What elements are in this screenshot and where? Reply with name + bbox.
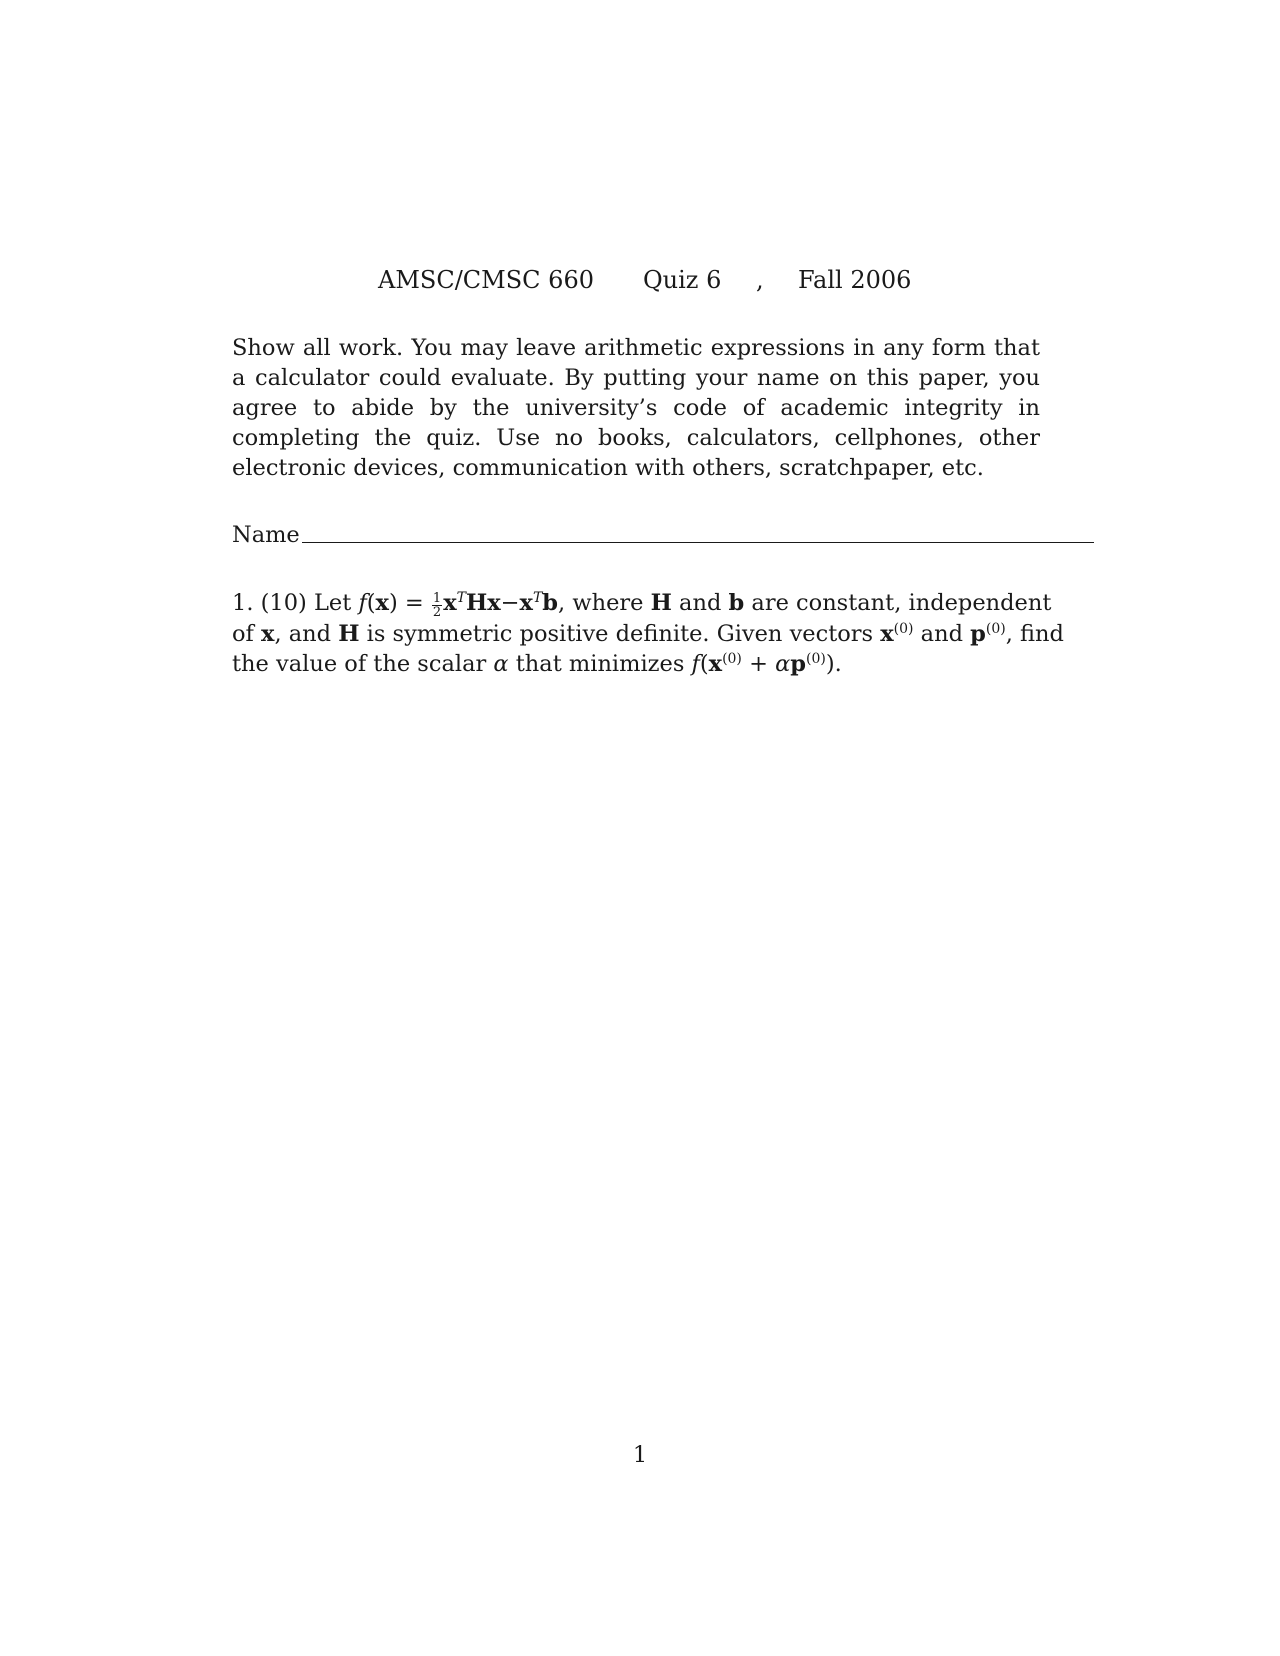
problem-1-line-1: 1. (10) Let f(x) = $\frac{1}{2}$ $x^THx-x^Tb$, where H and b are constant, independent bbox=[232, 590, 1052, 620]
problem-text: the value of the scalar bbox=[232, 651, 487, 677]
name-blank-line[interactable] bbox=[302, 542, 1094, 543]
math-transpose: T bbox=[532, 590, 543, 606]
page-number: 1 bbox=[632, 1442, 648, 1468]
problem-1-line-2 bbox=[232, 619, 1064, 649]
math-p: p bbox=[970, 621, 986, 647]
math-f: f bbox=[358, 590, 367, 616]
term-label: Fall 2006 bbox=[798, 266, 912, 294]
header-separator: , bbox=[756, 266, 764, 294]
math-equals: = bbox=[404, 590, 424, 616]
math-f: f bbox=[691, 651, 700, 677]
problem-text: ). bbox=[825, 651, 842, 677]
math-b: b bbox=[542, 590, 559, 616]
problem-points: (10) bbox=[260, 590, 307, 616]
math-fraction-half bbox=[432, 592, 442, 619]
problem-text: and bbox=[679, 590, 722, 616]
math-x: x bbox=[443, 590, 457, 616]
problem-1 bbox=[232, 588, 1064, 679]
problem-number: 1. bbox=[232, 590, 254, 616]
math-x: x bbox=[880, 621, 894, 647]
problem-text: is symmetric positive definite. Given vectors bbox=[366, 621, 874, 647]
math-superscript-0: (0) bbox=[893, 621, 914, 637]
math-H: H bbox=[465, 590, 488, 616]
instructions-paragraph: Show all work. You may leave arithmetic expressions in any form that a calculator could evaluate. By putting your name on this paper, you agree to abide by the university’s code of academic integrity in completing the quiz. Use no books, calculators, cellphones, other electronic devices, communication with others, scratchpaper, etc. bbox=[232, 335, 1040, 481]
math-alpha: α bbox=[775, 651, 791, 677]
math-x: x bbox=[375, 590, 389, 616]
problem-text: are constant, independent bbox=[751, 590, 1052, 616]
math-b: b bbox=[728, 590, 745, 616]
problem-text: that minimizes bbox=[515, 651, 685, 677]
quiz-title: Quiz 6 bbox=[643, 266, 722, 294]
math-x: x bbox=[487, 590, 501, 616]
course-code: AMSC/CMSC 660 bbox=[378, 266, 594, 294]
math-x: x bbox=[261, 621, 275, 647]
math-H: H bbox=[338, 621, 360, 647]
math-superscript-0: (0) bbox=[806, 651, 826, 667]
fraction-denominator: 2 bbox=[432, 605, 442, 620]
math-alpha: α bbox=[493, 651, 509, 677]
problem-text: and bbox=[920, 621, 963, 647]
math-minus: − bbox=[500, 590, 520, 616]
math-transpose: T bbox=[456, 590, 466, 606]
problem-text: of bbox=[232, 621, 254, 647]
math-p: p bbox=[790, 651, 807, 677]
problem-1-line-3: the value of the scalar α that minimizes $f(x^{(0)} + \alpha p^{(0)})$. bbox=[232, 651, 842, 677]
problem-text: , where bbox=[558, 590, 644, 616]
math-x: x bbox=[708, 651, 723, 677]
math-superscript-0: (0) bbox=[722, 651, 742, 667]
math-superscript-0: (0) bbox=[985, 621, 1006, 637]
problem-text: , and bbox=[274, 621, 332, 647]
fraction-numerator: 1 bbox=[432, 591, 442, 606]
math-x: x bbox=[519, 590, 533, 616]
problem-text: , find bbox=[1005, 621, 1064, 647]
quiz-header bbox=[0, 266, 1280, 296]
math-plus: + bbox=[749, 651, 768, 677]
name-label: Name bbox=[232, 522, 300, 548]
math-H: H bbox=[650, 590, 672, 616]
problem-text: Let bbox=[313, 590, 352, 616]
